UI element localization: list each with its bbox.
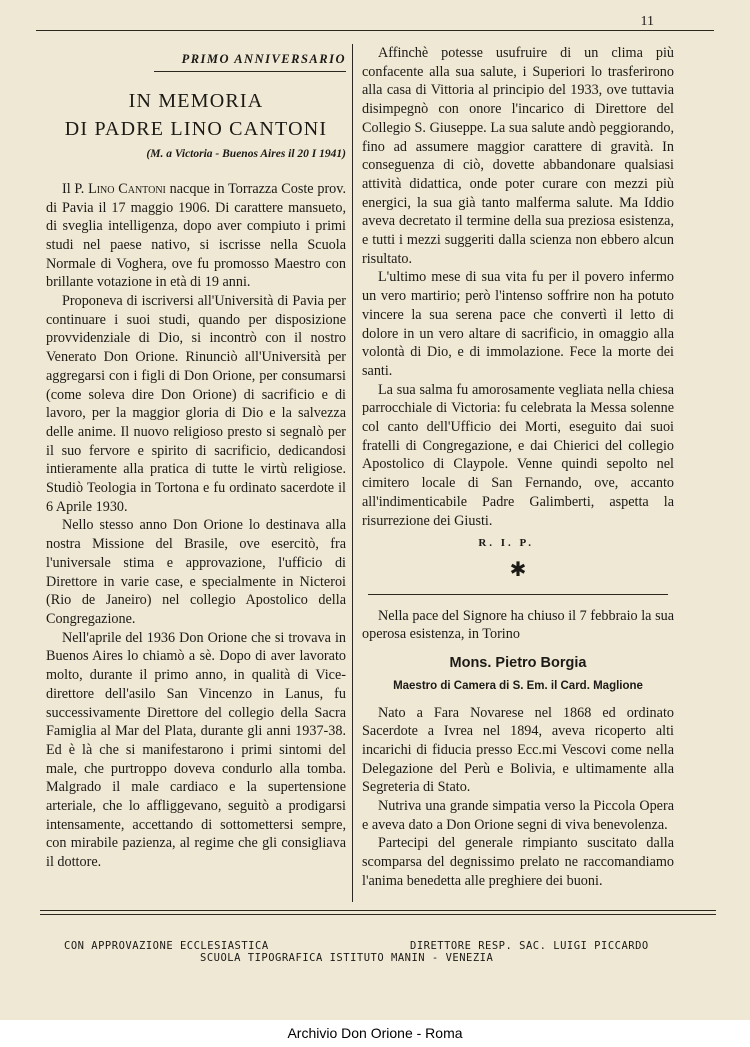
paragraph-3: Nello stesso anno Don Orione lo destinava alla nostra Missione del Brasile, ove esercitò, fra l'universale stima e approvazione, l'ufficio di Direttore in varie case, e specialmente in Nicteroi (Rio de Janeiro) nel collegio Apostolico della Congregazione. — [46, 517, 346, 627]
left-column — [46, 44, 346, 872]
right-paragraph-7: Partecipi del generale rimpianto suscitato dalla scomparsa del degnissimo prelato ne raccomandiamo l'anima benedetta alle preghiere dei buoni. — [362, 835, 674, 889]
right-paragraph-5: Nato a Fara Novarese nel 1868 ed ordinato Sacerdote a Ivrea nel 1894, aveva ricoperto alti incarichi di fiducia presso Ecc.mi Vescovi come nella Delegazione del Perù e Bolivia, e ultimamente alla Segreteria di Stato. — [362, 704, 674, 796]
paragraph-1-start: Il P. — [62, 180, 89, 197]
page-number: 11 — [640, 14, 654, 29]
paragraph-4: Nell'aprile del 1936 Don Orione che si trovava in Buenos Aires lo chiamò a sè. Dopo di aver lavorato molto, durante il primo anno, in qualità di Vice-direttore dell'asilo San Vincenzo in Lanus, fu successivamente Direttore del collegio della Sacra Famiglia al Mar del Plata, durante gli anni 1937-38. Ed è là che si manifestarono i primi sintomi del male, che purtroppo doveva condurlo alla tomba. Malgrado il male cardiaco e la supertensione arteriale, che lo affliggevano, seguitò a prodigarsi intensamente, accettando di sottomettersi sempre, con mirabile pazienza, al regime che gli consigliava il dottore. — [46, 629, 346, 871]
footer-approval: CON APPROVAZIONE ECCLESIASTICA — [64, 940, 269, 952]
right-paragraph-3: La sua salma fu amorosamente vegliata nella chiesa parrocchiale di Victoria: fu celebrata la Messa solenne col canto dell'Ufficio dei Morti, eseguito dai suoi fratelli di Congregazione, e dai Chierici del collegio Apostolico di Claypole. Venne quindi sepolto nel cimitero locale di San Fernando, ove, accanto all'indimenticabile Padre Galimberti, aspetta la risurrezione dei Giusti. — [362, 381, 674, 529]
article-title-line2 — [46, 120, 346, 139]
article-title-line1: IN MEMORIA — [128, 89, 264, 112]
section-label: PRIMO ANNIVERSARIO — [154, 50, 346, 72]
asterisk-ornament-icon: ✱ — [509, 558, 527, 581]
bottom-rule — [40, 910, 716, 911]
obituary-role: Maestro di Camera di S. Em. il Card. Maglione — [393, 679, 643, 692]
obituary-intro: Nella pace del Signore ha chiuso il 7 febbraio la sua operosa esistenza, in Torino — [362, 607, 674, 643]
rip-mark: R. I. P. — [478, 537, 534, 550]
column-divider — [352, 44, 353, 902]
title-prefix: DI PADRE — [64, 118, 171, 141]
bottom-rule-double — [40, 914, 716, 915]
right-paragraph-6: Nutriva una grande simpatia verso la Piccola Opera e aveva dato a Don Orione segni di viva benevolenza. — [362, 798, 674, 833]
obituary-name: Mons. Pietro Borgia — [449, 655, 587, 672]
paragraph-2: Proponeva di iscriversi all'Università di Pavia per continuare i suoi studi, quando per disposizione provvidenziale di Dio, si incontrò con il nostro Venerato Don Orione. Rinunciò all'Università per aggregarsi con i figli di Don Orione, per consumarsi (come soleva dire Don Orione) di sacrificio e di lavoro, per la maggior gloria di Dio e la salvezza delle anime. Il nuovo religioso presto si segnalò per il suo fervore e spirito di sacrificio, dedicandosi intieramente alla pratica di tutte le virtù religiose. Studiò Teologia in Tortona e fu ordinato sacerdote il 6 Aprile 1930. — [46, 293, 346, 515]
top-rule — [36, 30, 714, 31]
right-paragraph-1: Affinchè potesse usufruire di un clima più confacente alla sua salute, i Superiori lo trasferirono alla casa di Vittoria al principio del 1933, ove tuttavia disimpegnò con onore l'incarico di Direttore del Collegio S. Giuseppe. La sua salute andò peggiorando, fino ad assumere maggior carattere di gravità. In conseguenza di ciò, dovette abbandonare qualsiasi attività didattica, onde poter curare con mezzi più energici, la sua già tanto malferma salute. Ma Iddio aveva decretato il termine della sua preziosa esistenza, e tutti i mezzi suggeriti dalla scienza non ebbero alcun risultato. — [362, 45, 674, 267]
footer-printer: SCUOLA TIPOGRAFICA ISTITUTO MANIN - VENEZIA — [200, 952, 494, 964]
footer-director: DIRETTORE RESP. SAC. LUIGI PICCARDO — [410, 940, 649, 952]
article-subtitle: (M. a Victoria - Buenos Aires il 20 I 1941) — [146, 148, 346, 161]
right-column — [362, 44, 674, 891]
paragraph-1 — [46, 180, 346, 292]
section-rule — [368, 594, 668, 595]
title-name: LINO CANTONI — [170, 118, 328, 141]
paragraph-1-rest: nacque in Torrazza Coste prov. di Pavia il 17 maggio 1906. Di carattere mansueto, di sveglia intelligenza, dopo aver compiuto i primi studi nel paese nativo, si iscrisse nella Scuola Normale di Voghera, ove fu promosso Maestro con brillante votazione in età di 19 anni. — [46, 180, 346, 291]
archive-banner — [0, 1020, 750, 1047]
paragraph-1-name: Lino Cantoni — [88, 180, 166, 197]
archive-label: Archivio Don Orione - Roma — [287, 1025, 463, 1041]
right-paragraph-2: L'ultimo mese di sua vita fu per il povero infermo un vero martirio; però l'intenso soffrire non ha potuto vincere la sua serena pace che convertì il letto di dolore in un vero altare di sacrificio, in omaggio alla volontà di Dio, e di immolazione. Fece la morte dei santi. — [362, 269, 674, 379]
